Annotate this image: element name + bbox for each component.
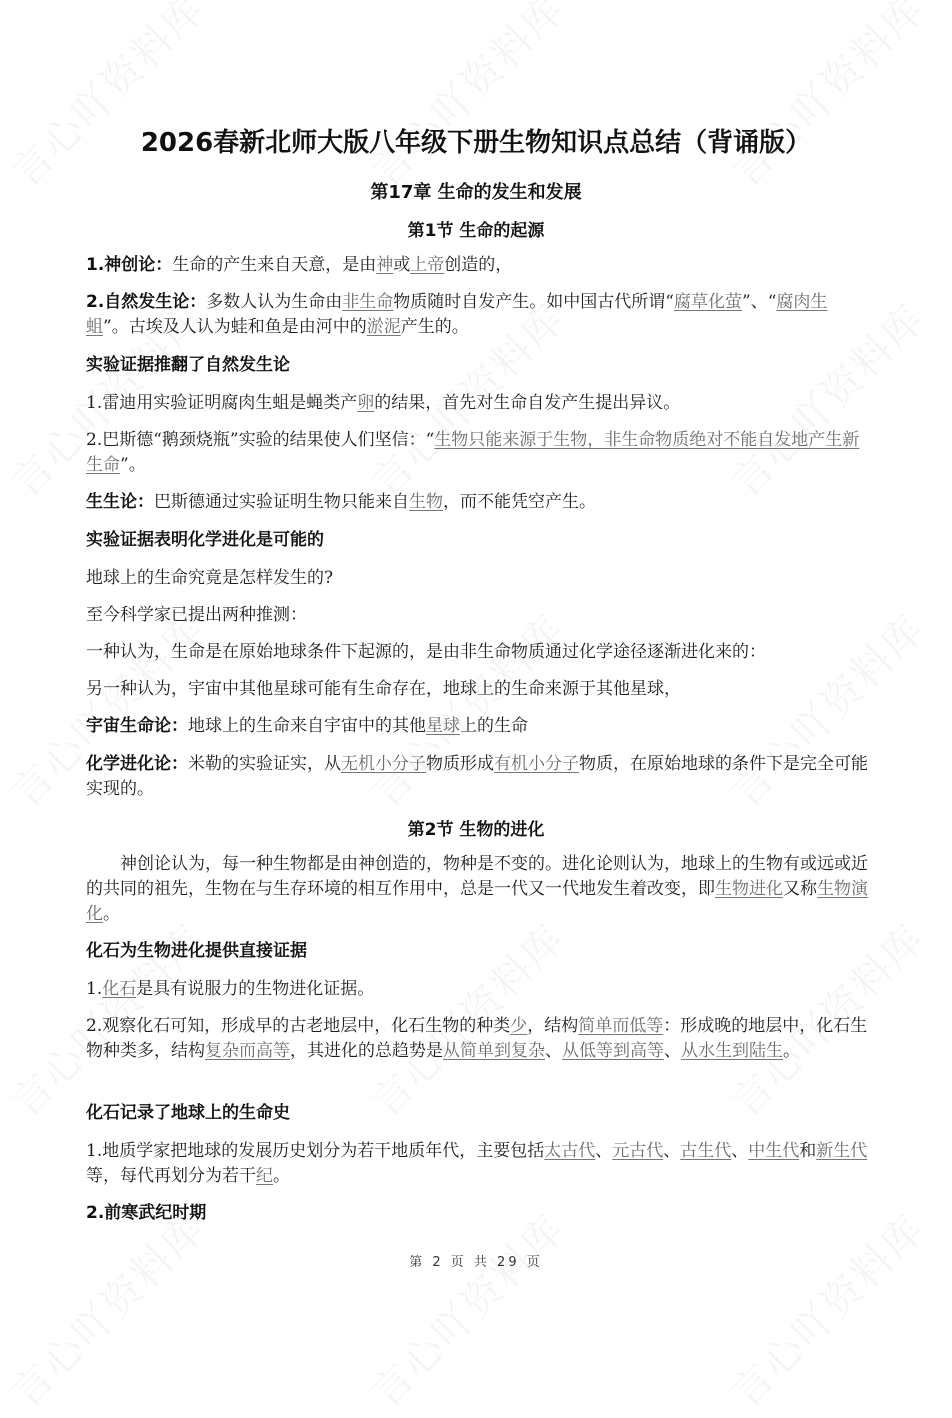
text: 物质形成 [426,754,494,774]
text: 1. [86,979,103,999]
paragraph-biogenesis [86,490,868,515]
paragraph: 至今科学家已提出两种推测： [86,605,307,625]
text: 2.巴斯德“鹅颈烧瓶”实验的结果使人们坚信：“ [86,430,435,450]
paragraph-chemical-evolution [86,752,868,802]
blank-answer: 腐草化萤 [674,292,742,312]
blank-answer: 淤泥 [366,317,401,337]
blank-answer: 腐肉生蛆 [86,292,828,337]
text: 等，每代再划分为若干 [86,1166,256,1186]
text: ：形成晚的地层中，化石生物种类多，结构 [86,1016,868,1061]
blank-answer: 新生代 [816,1141,868,1161]
blank-answer: 纪 [256,1166,273,1186]
subheading: 化石为生物进化提供直接证据 [86,941,307,961]
blank-answer: 元古代 [612,1141,664,1161]
subheading-precambrian: 2.前寒武纪时期 [86,1203,207,1223]
text: 多数人认为生命由 [206,292,343,312]
paragraph-pasteur [86,428,868,478]
blank-answer: 卵 [357,393,375,413]
text: ，结构 [527,1016,579,1036]
paragraph: 另一种认为，宇宙中其他星球可能有生命存在，地球上的生命来源于其他星球， [86,679,681,699]
blank-answer: 神 [376,255,394,275]
text: 生命的产生来自天意，是由 [172,255,377,275]
paragraph-geologic-eras [86,1139,868,1189]
blank-answer: 古生代 [680,1141,732,1161]
paragraph-evolution-intro [86,852,868,927]
term-label: 宇宙生命论： [86,716,188,736]
text: 2.观察化石可知，形成早的古老地层中，化石生物的种类 [86,1016,511,1036]
blank-answer: 太古代 [544,1141,596,1161]
blank-answer: 有机小分子 [494,754,579,774]
text: 米勒的实验证实，从 [188,754,341,774]
text: 的结果，首先对生命自发产生提出异议。 [374,393,681,413]
blank-answer: 上帝 [410,255,445,275]
paragraph-creationism [86,253,868,278]
blank-answer: 少 [510,1016,528,1036]
blank-answer: 简单而低等 [578,1016,664,1036]
blank-answer: 从简单到复杂 [443,1041,545,1061]
text: 、 [731,1141,749,1161]
text: 、 [545,1041,562,1061]
text: 。 [103,904,120,924]
text: ”。 [120,455,146,475]
blank-answer: 无机小分子 [341,754,426,774]
paragraph: 一种认为，生命是在原始地球条件下起源的，是由非生命物质通过化学途径逐渐进化来的： [86,642,766,662]
watermark [717,1199,935,1417]
text: 创造的， [444,255,513,275]
watermark [357,1199,575,1417]
blank-answer: 生物进化 [715,879,783,899]
text: 、 [595,1141,613,1161]
blank-answer: 生物 [409,492,443,512]
text: 和 [799,1141,817,1161]
text: ，而不能凭空产生。 [443,492,596,512]
blank-answer: 生物只能来源于生物，非生命物质绝对不能自发地产生新生命 [86,430,860,475]
watermark [357,0,575,198]
text: 产生的。 [400,317,469,337]
blank-answer: 复杂而高等 [205,1041,290,1061]
blank-answer: 从水生到陆生 [681,1041,783,1061]
text: 神创论认为，每一种生物都是由神创造的，物种是不变的。进化论则认为，地球上的生物有或远或近的共同的祖先，生物在与生存环境的相互作用中，总是一代又一代地发生着改变，即 [86,854,868,899]
text: 1.雷迪用实验证明腐肉生蛆是蝇类产 [86,393,358,413]
text: 上的生命 [460,716,528,736]
blank-answer: 化石 [102,979,137,999]
blank-answer: 生物演化 [86,879,868,924]
paragraph-panspermia [86,714,868,739]
term-label: 生生论： [86,492,154,512]
blank-answer: 非生命 [342,292,394,312]
chapter-heading: 第17章 生命的发生和发展 [370,182,582,203]
page-number-footer: 第 2 页 共 29 页 [409,1255,543,1270]
text: ”。古埃及人认为蛙和鱼是由河中的 [103,317,367,337]
term-label: 化学进化论： [86,754,188,774]
paragraph-fossils [86,977,868,1002]
blank-answer: 星球 [426,716,460,736]
text: 、 [664,1041,681,1061]
subheading: 化石记录了地球上的生命史 [86,1103,290,1123]
text: ”、“ [742,292,777,312]
subheading: 实验证据推翻了自然发生论 [86,355,290,375]
blank-answer: 中生代 [748,1141,800,1161]
paragraph: 地球上的生命究竟是怎样发生的? [86,568,334,588]
text: 巴斯德通过实验证明生物只能来自 [154,492,409,512]
text: 又称 [783,879,817,899]
paragraph-redi [86,391,868,416]
subheading: 实验证据表明化学进化是可能的 [86,530,324,550]
text: 1.地质学家把地球的发展历史划分为若干地质年代，主要包括 [86,1141,545,1161]
watermark [0,1199,215,1417]
watermark [0,0,215,198]
text: 、 [663,1141,681,1161]
term-label: 1.神创论： [86,255,173,275]
section-heading-2: 第2节 生物的进化 [407,820,545,840]
text: 或 [393,255,411,275]
text: 。 [273,1166,290,1186]
watermark [717,0,935,198]
text: ，其进化的总趋势是 [290,1041,443,1061]
text: 物质，在原始地球的条件下是完全可能实现的。 [86,754,868,799]
text: 地球上的生命来自宇宙中的其他 [188,716,426,736]
term-label: 2.自然发生论： [86,292,207,312]
text: 物质随时自发产生。如中国古代所谓“ [393,292,674,312]
section-heading-1: 第1节 生命的起源 [407,221,545,241]
paragraph-fossil-trends [86,1014,868,1064]
blank-answer: 从低等到高等 [562,1041,664,1061]
document-title: 2026春新北师大版八年级下册生物知识点总结（背诵版） [140,128,812,158]
text: 是具有说服力的生物进化证据。 [136,979,375,999]
text: 。 [783,1041,800,1061]
paragraph-spontaneous-generation [86,290,868,340]
